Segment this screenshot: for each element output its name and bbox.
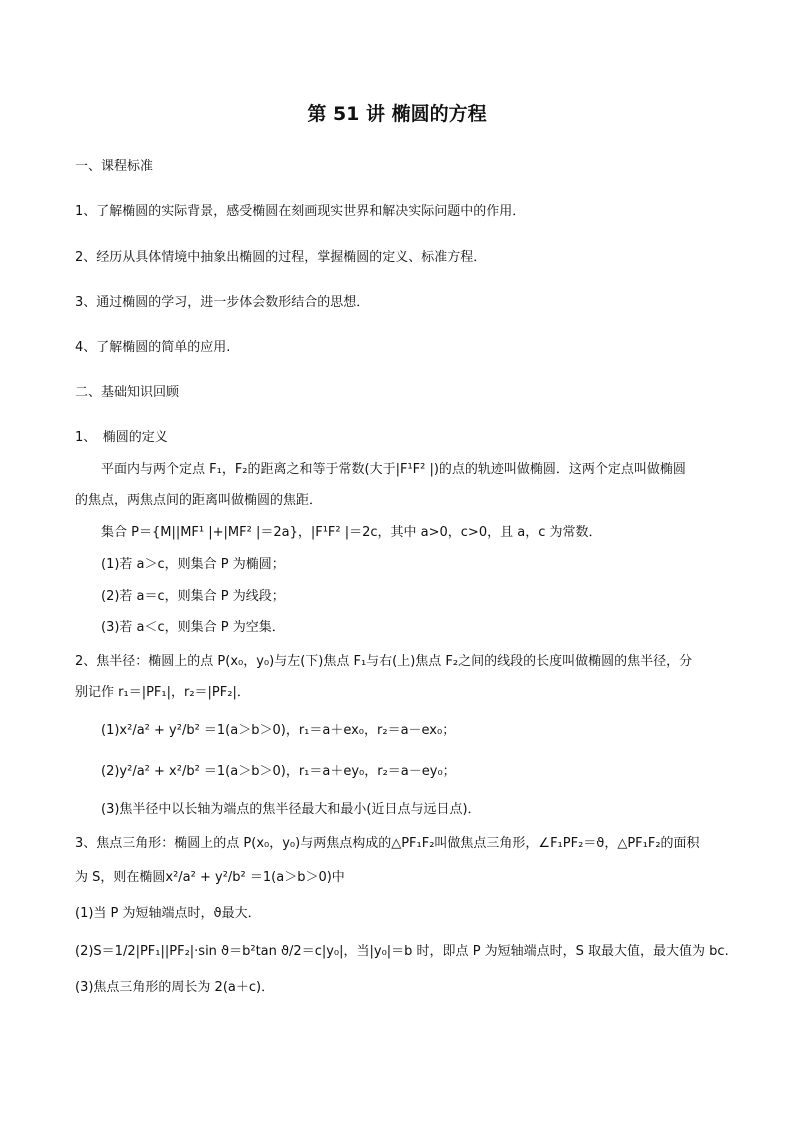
- section-heading-course-standards: 一、课程标准: [75, 159, 154, 174]
- focal-triangle-point1: (1)当 P 为短轴端点时，ϑ最大．: [75, 906, 261, 921]
- focal-radius-extremes: (3)焦半径中以长轴为端点的焦半径最大和最小(近日点与远日点)．: [101, 802, 481, 817]
- focal-radius-line1: 2、焦半径：椭圆上的点 P(x₀，y₀)与左(下)焦点 F₁与右(上)焦点 F₂之间的线段的长度叫做椭圆的焦半径，分: [75, 654, 693, 669]
- focal-triangle-line2: 为 S，则在椭圆x²/a² + y²/b² ＝1(a＞b＞0)中: [75, 870, 345, 885]
- standard-item-2: 2、经历从具体情境中抽象出椭圆的过程，掌握椭圆的定义、标准方程．: [75, 250, 487, 265]
- definition-para-line2: 的焦点，两焦点间的距离叫做椭圆的焦距．: [75, 493, 323, 508]
- standard-item-4: 4、了解椭圆的简单的应用.: [75, 340, 231, 355]
- focal-triangle-line1: 3、焦点三角形：椭圆上的点 P(x₀，y₀)与两焦点构成的△PF₁F₂叫做焦点三角形，∠F₁PF₂＝ϑ，△PF₁F₂的面积: [75, 836, 700, 851]
- standard-item-3: 3、通过椭圆的学习，进一步体会数形结合的思想．: [75, 295, 370, 310]
- standard-item-1: 1、了解椭圆的实际背景，感受椭圆在刻画现实世界和解决实际问题中的作用．: [75, 204, 526, 219]
- page-title: 第 51 讲 椭圆的方程: [307, 103, 487, 125]
- case-empty-set: (3)若 a＜c，则集合 P 为空集．: [101, 620, 285, 635]
- focal-radius-line2: 别记作 r₁＝|PF₁|，r₂＝|PF₂|．: [75, 685, 250, 700]
- focal-radius-formula-1: (1)x²/a² + y²/b² ＝1(a＞b＞0)，r₁＝a＋ex₀，r₂＝a－ex₀；: [101, 723, 456, 738]
- definition-para-line1: 平面内与两个定点 F₁，F₂的距离之和等于常数(大于|F¹F² |)的点的轨迹叫做椭圆．这两个定点叫做椭圆: [101, 462, 686, 477]
- case-ellipse: (1)若 a＞c，则集合 P 为椭圆；: [101, 557, 285, 572]
- ellipse-definition-title: 1、 椭圆的定义: [75, 430, 168, 445]
- section-heading-basics: 二、基础知识回顾: [75, 385, 180, 400]
- case-segment: (2)若 a＝c，则集合 P 为线段；: [101, 589, 285, 604]
- focal-triangle-area: (2)S＝1/2|PF₁||PF₂|·sin ϑ＝b²tan ϑ/2＝c|y₀|，当|y₀|＝b 时，即点 P 为短轴端点时，S 取最大值，最大值为 bc.: [75, 944, 729, 959]
- focal-radius-formula-2: (2)y²/a² + x²/b² ＝1(a＞b＞0)，r₁＝a＋ey₀，r₂＝a－ey₀；: [101, 764, 456, 779]
- set-definition: 集合 P＝{M||MF¹ |+|MF² |＝2a}，|F¹F² |＝2c，其中 a>0，c>0，且 a，c 为常数．: [101, 525, 602, 540]
- focal-triangle-perimeter: (3)焦点三角形的周长为 2(a＋c)．: [75, 980, 275, 995]
